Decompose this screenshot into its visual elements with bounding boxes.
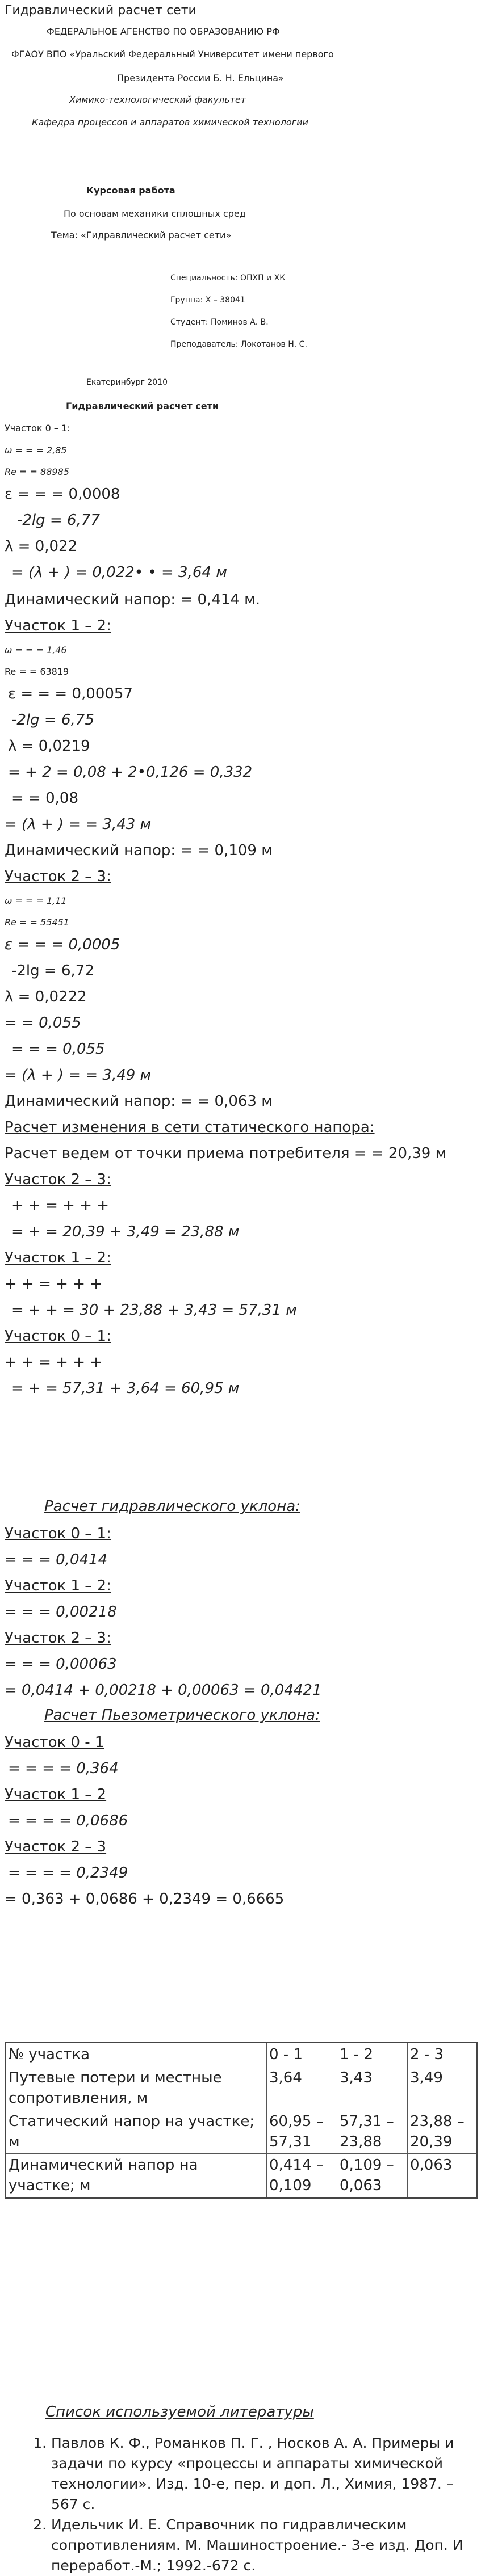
static-s23-equation: + + = + + +: [11, 1197, 110, 1214]
static-s12-heading: Участок 1 – 2:: [5, 1249, 111, 1266]
slope-s23-heading: Участок 2 – 3:: [5, 1630, 111, 1647]
table-cell: 3,49: [408, 2066, 477, 2110]
table-cell: 3,43: [337, 2066, 408, 2110]
slope-s12-value: = = = 0,00218: [5, 1603, 117, 1620]
course-title: Курсовая работа: [86, 185, 175, 196]
table-header-cell: 1 - 2: [337, 2043, 408, 2066]
static-s12-equation: + + = + + +: [5, 1276, 103, 1293]
reference-item: 1. Павлов К. Ф., Романков П. Г. , Носков А. А. Примеры и задачи по курсу «процессы и аппараты химической технологии». Изд. 10-е, пер. и доп. Л., Химия, 1987. – 567 с.: [51, 2433, 481, 2515]
table-cell: 57,31 – 23,88: [337, 2110, 408, 2154]
header-chair: Кафедра процессов и аппаратов химической технологии: [32, 117, 308, 128]
s12-reynolds: Re = = 63819: [5, 666, 69, 677]
s01-roughness: ε = = = 0,0008: [5, 486, 120, 503]
s23-zeta-detail: = = = 0,055: [11, 1041, 105, 1058]
table-header-cell: № участка: [6, 2043, 267, 2066]
table-cell: 0,063: [408, 2154, 477, 2198]
header-president: Президента России Б. Н. Ельцина»: [117, 73, 284, 83]
s12-resistance-sum: = + 2 = 0,08 + 2•0,126 = 0,332: [8, 764, 253, 781]
table-header-row: [6, 2043, 477, 2066]
s12-head-loss: = (λ + ) = = 3,43 м: [5, 816, 152, 833]
s01-log: -2lg = 6,77: [17, 512, 100, 529]
s01-lambda: λ = 0,022: [5, 538, 78, 555]
static-heading: Расчет изменения в сети статического напора:: [5, 1119, 375, 1136]
s12-roughness: ε = = = 0,00057: [8, 685, 133, 702]
info-student: Студент: Поминов А. В.: [170, 318, 269, 327]
s23-dynamic-head: Динамический напор: = = 0,063 м: [5, 1093, 273, 1110]
table-cell: Статический напор на участке; м: [6, 2110, 267, 2154]
table-cell: Путевые потери и местные сопротивления, м: [6, 2066, 267, 2110]
results-table: [5, 2042, 478, 2199]
table-cell: 23,88 – 20,39: [408, 2110, 477, 2154]
static-s23-heading: Участок 2 – 3:: [5, 1171, 111, 1188]
piezo-s01-heading: Участок 0 - 1: [5, 1734, 104, 1751]
s23-omega: ω = = = 1,11: [5, 895, 67, 906]
slope-total: = 0,0414 + 0,00218 + 0,00063 = 0,04421: [5, 1682, 322, 1699]
slope-s23-value: = = = 0,00063: [5, 1656, 117, 1673]
s12-heading: Участок 1 – 2:: [5, 617, 111, 634]
piezo-s23-value: = = = = 0,2349: [8, 1864, 128, 1882]
s23-head-loss: = (λ + ) = = 3,49 м: [5, 1067, 152, 1084]
table-row: [6, 2154, 477, 2198]
table-row: [6, 2110, 477, 2154]
s23-heading: Участок 2 – 3:: [5, 868, 111, 885]
piezo-s23-heading: Участок 2 – 3: [5, 1838, 107, 1855]
document-title: Гидравлический расчет сети: [5, 3, 196, 18]
s23-reynolds: Re = = 55451: [5, 917, 69, 928]
section-title: Гидравлический расчет сети: [66, 401, 219, 411]
slope-s01-value: = = = 0,0414: [5, 1551, 108, 1568]
s23-roughness: ε = = = 0,0005: [5, 936, 120, 953]
city-year: Екатеринбург 2010: [86, 378, 168, 387]
static-s01-result: = + = 57,31 + 3,64 = 60,95 м: [11, 1380, 240, 1397]
table-cell: 60,95 – 57,31: [267, 2110, 337, 2154]
s23-lambda: λ = 0,0222: [5, 988, 87, 1005]
piezo-s01-value: = = = = 0,364: [8, 1760, 119, 1777]
table-header-cell: 0 - 1: [267, 2043, 337, 2066]
course-topic: Тема: «Гидравлический расчет сети»: [51, 230, 232, 241]
s01-reynolds: Re = = 88985: [5, 466, 69, 477]
piezo-s12-value: = = = = 0,0686: [8, 1812, 128, 1829]
references-list: [34, 2433, 481, 2576]
slope-s01-heading: Участок 0 – 1:: [5, 1525, 111, 1542]
table-cell: 3,64: [267, 2066, 337, 2110]
slope-heading: Расчет гидравлического уклона:: [44, 1498, 300, 1515]
s01-head-loss: = (λ + ) = 0,022• • = 3,64 м: [11, 564, 227, 581]
table-row: [6, 2066, 477, 2110]
header-faculty: Химико-технологический факультет: [69, 94, 246, 105]
table-cell: Динамический напор на участке; м: [6, 2154, 267, 2198]
s01-omega: ω = = = 2,85: [5, 445, 67, 456]
s01-heading: Участок 0 – 1:: [5, 423, 70, 433]
piezo-heading: Расчет Пьезометрического уклона:: [44, 1707, 320, 1724]
s12-log: -2lg = 6,75: [11, 712, 94, 729]
s23-log: -2lg = 6,72: [11, 962, 94, 979]
info-teacher: Преподаватель: Локотанов Н. С.: [170, 340, 307, 349]
s01-dynamic-head: Динамический напор: = 0,414 м.: [5, 591, 261, 608]
references-heading: Список используемой литературы: [45, 2404, 314, 2421]
reference-item: 2. Идельчик И. Е. Справочник по гидравлическим сопротивлениям. М. Машиностроение.- 3-е изд. Доп. И переработ.-М.; 1992.-672 с.: [51, 2515, 481, 2576]
static-s01-heading: Участок 0 – 1:: [5, 1328, 111, 1345]
static-s01-equation: + + = + + +: [5, 1354, 103, 1371]
s12-omega: ω = = = 1,46: [5, 645, 67, 655]
table-cell: 0,414 – 0,109: [267, 2154, 337, 2198]
piezo-total: = 0,363 + 0,0686 + 0,2349 = 0,6665: [5, 1891, 285, 1908]
slope-s12-heading: Участок 1 – 2:: [5, 1577, 111, 1594]
s12-dynamic-head: Динамический напор: = = 0,109 м: [5, 842, 273, 859]
static-s12-result: = + + = 30 + 23,88 + 3,43 = 57,31 м: [11, 1302, 297, 1319]
static-intro: Расчет ведем от точки приема потребителя = = 20,39 м: [5, 1145, 447, 1162]
static-s23-result: = + = 20,39 + 3,49 = 23,88 м: [11, 1223, 240, 1240]
s12-lambda: λ = 0,0219: [8, 738, 90, 755]
course-subject: По основам механики сплошных сред: [64, 208, 246, 219]
s12-zeta: = = 0,08: [11, 790, 78, 807]
info-specialty: Специальность: ОПХП и ХК: [170, 273, 286, 283]
header-university: ФГАОУ ВПО «Уральский Федеральный Университет имени первого: [11, 49, 334, 60]
table-header-cell: 2 - 3: [408, 2043, 477, 2066]
piezo-s12-heading: Участок 1 – 2: [5, 1786, 107, 1803]
s23-zeta: = = 0,055: [5, 1015, 81, 1032]
info-group: Группа: Х – 38041: [170, 296, 245, 305]
header-agency: ФЕДЕРАЛЬНОЕ АГЕНСТВО ПО ОБРАЗОВАНИЮ РФ: [47, 26, 280, 37]
table-cell: 0,109 – 0,063: [337, 2154, 408, 2198]
